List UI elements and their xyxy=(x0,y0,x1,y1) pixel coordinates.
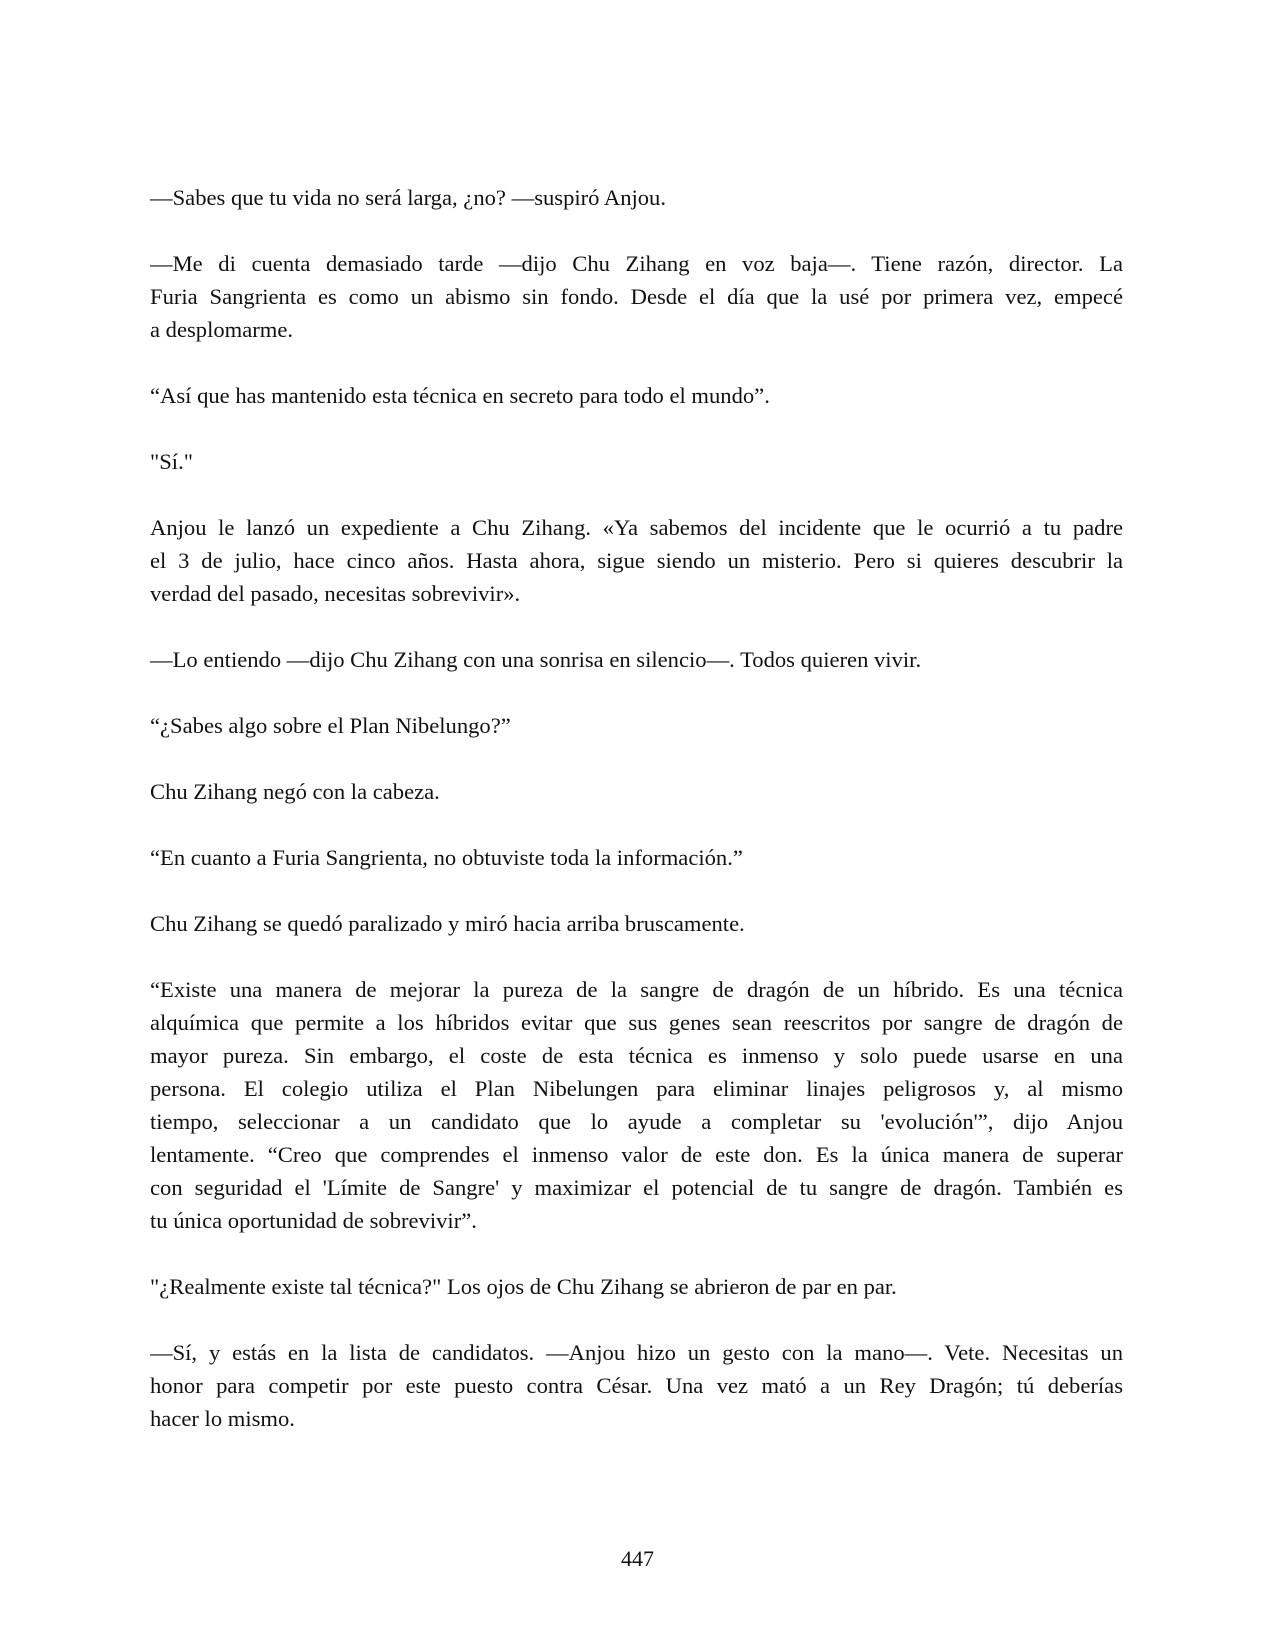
paragraph xyxy=(150,511,1123,610)
text-line: —Sabes que tu vida no será larga, ¿no? —suspiró Anjou. xyxy=(150,185,667,210)
text-line: alquímica que permite a los híbridos evitar que sus genes sean reescritos por sangre de dragón de xyxy=(150,1010,1123,1035)
text-line: con seguridad el 'Límite de Sangre' y maximizar el potencial de tu sangre de dragón. También es xyxy=(150,1175,1123,1200)
text-line: lentamente. “Creo que comprendes el inmenso valor de este don. Es la única manera de superar xyxy=(150,1142,1123,1167)
text-line: tiempo, seleccionar a un candidato que lo ayude a completar su 'evolución'”, dijo Anjou xyxy=(150,1109,1123,1134)
text-line: verdad del pasado, necesitas sobrevivir». xyxy=(150,581,521,606)
text-line: "¿Realmente existe tal técnica?" Los ojos de Chu Zihang se abrieron de par en par. xyxy=(150,1274,897,1299)
text-line: “Así que has mantenido esta técnica en secreto para todo el mundo”. xyxy=(150,383,770,408)
page-number: 447 xyxy=(621,1546,654,1571)
text-line: honor para competir por este puesto contra César. Una vez mató a un Rey Dragón; tú deberías xyxy=(150,1373,1123,1398)
text-line: Anjou le lanzó un expediente a Chu Zihang. «Ya sabemos del incidente que le ocurrió a tu padre xyxy=(150,515,1123,540)
paragraph xyxy=(150,1336,1123,1435)
paragraph xyxy=(150,181,1123,214)
text-line: mayor pureza. Sin embargo, el coste de esta técnica es inmenso y solo puede usarse en una xyxy=(150,1043,1123,1068)
paragraph xyxy=(150,379,1123,412)
text-line: Chu Zihang negó con la cabeza. xyxy=(150,779,440,804)
text-line: persona. El colegio utiliza el Plan Nibelungen para eliminar linajes peligrosos y, al mismo xyxy=(150,1076,1123,1101)
text-line: Chu Zihang se quedó paralizado y miró hacia arriba bruscamente. xyxy=(150,911,745,936)
paragraph xyxy=(150,907,1123,940)
paragraph xyxy=(150,1270,1123,1303)
paragraph xyxy=(150,247,1123,346)
text-line: —Lo entiendo —dijo Chu Zihang con una sonrisa en silencio—. Todos quieren vivir. xyxy=(150,647,922,672)
text-line: —Me di cuenta demasiado tarde —dijo Chu Zihang en voz baja—. Tiene razón, director. La xyxy=(150,251,1123,276)
page-body xyxy=(150,181,1123,1435)
text-line: tu única oportunidad de sobrevivir”. xyxy=(150,1208,477,1233)
text-line: a desplomarme. xyxy=(150,317,294,342)
paragraph xyxy=(150,775,1123,808)
text-line: “Existe una manera de mejorar la pureza de la sangre de dragón de un híbrido. Es una técnica xyxy=(150,977,1123,1002)
text-line: —Sí, y estás en la lista de candidatos. —Anjou hizo un gesto con la mano—. Vete. Necesitas un xyxy=(150,1340,1123,1365)
text-line: “¿Sabes algo sobre el Plan Nibelungo?” xyxy=(150,713,511,738)
text-line: hacer lo mismo. xyxy=(150,1406,295,1431)
text-line: Furia Sangrienta es como un abismo sin fondo. Desde el día que la usé por primera vez, empecé xyxy=(150,284,1123,309)
text-line: "Sí." xyxy=(150,449,193,474)
paragraph xyxy=(150,445,1123,478)
paragraph xyxy=(150,709,1123,742)
paragraph xyxy=(150,841,1123,874)
text-line: “En cuanto a Furia Sangrienta, no obtuviste toda la información.” xyxy=(150,845,743,870)
text-line: el 3 de julio, hace cinco años. Hasta ahora, sigue siendo un misterio. Pero si quieres descubrir la xyxy=(150,548,1123,573)
paragraph xyxy=(150,973,1123,1237)
paragraph xyxy=(150,643,1123,676)
